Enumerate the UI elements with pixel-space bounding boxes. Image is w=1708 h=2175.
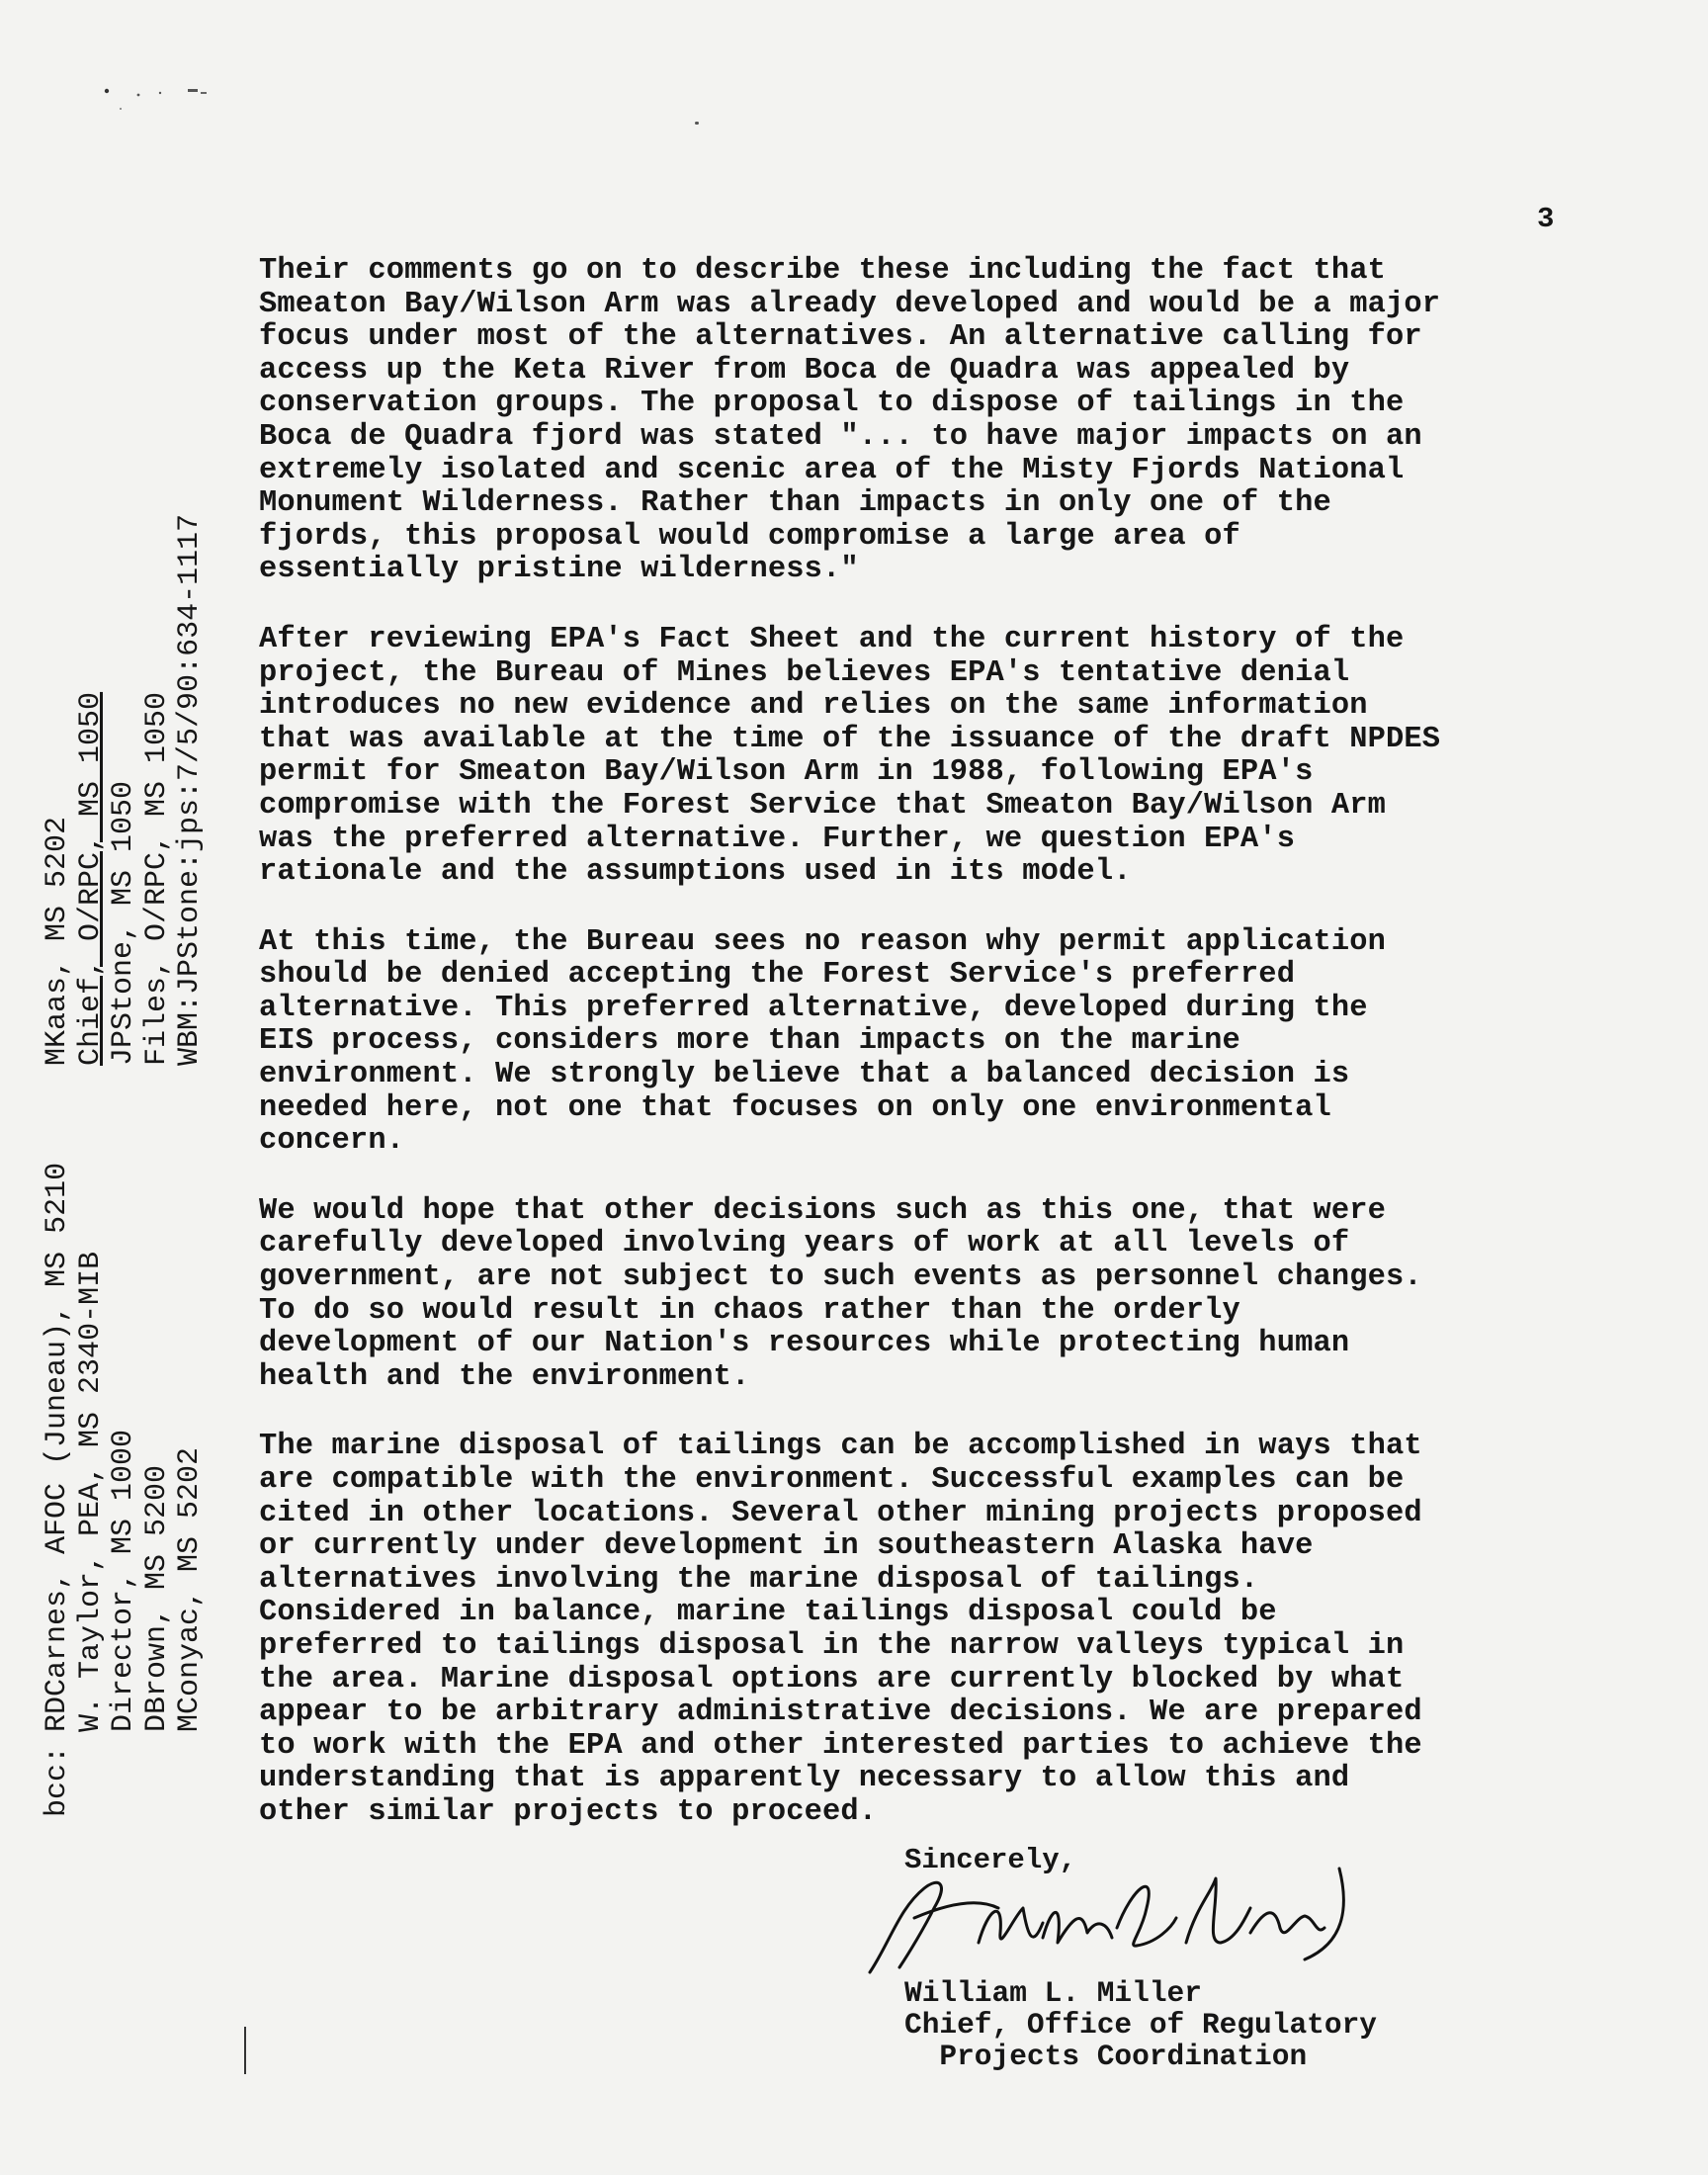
signer-name: William L. Miller <box>904 1976 1202 2010</box>
bcc-label-spacer <box>141 1732 175 1817</box>
bcc-label-spacer <box>108 1732 141 1817</box>
handwritten-signature <box>830 1849 1384 1987</box>
signature-block <box>904 1977 1377 2072</box>
bcc-recipient: MKaas, MS 5202 <box>41 816 74 1066</box>
closing-salutation: Sincerely, <box>904 1844 1077 1876</box>
bcc-recipient: Director, MS 1000 <box>107 1429 140 1732</box>
signer-title: Projects Coordination <box>904 2040 1308 2073</box>
letter-body <box>259 255 1583 1867</box>
signer-title: Chief, Office of Regulatory <box>904 2008 1377 2042</box>
bcc-recipient: Chief, O/RPC, MS 1050 <box>73 691 108 1066</box>
paragraph-5: The marine disposal of tailings can be accomplished in ways that are compatible with the environment. Successful examples can be cited in other locations. Several other mining projects proposed or currently under development in southeastern Alaska have alternatives involving the marine disposal of tailings. Considered in balance, marine tailings disposal could be preferred to tailings disposal in the narrow valleys typical in the area. Marine disposal options are currently blocked by what appear to be arbitrary administrative decisions. We are prepared to work with the EPA and other interested parties to achieve the understanding that is apparently necessary to allow this and other similar projects to proceed. <box>259 1430 1422 1829</box>
bcc-list <box>42 482 208 1817</box>
bcc-recipient: JPStone, MS 1050 <box>107 780 140 1066</box>
bcc-recipient: WBM:JPStone:jps:7/5/90:634-1117 <box>173 513 207 1066</box>
paragraph-1: Their comments go on to describe these including the fact that Smeaton Bay/Wilson Arm was already developed and would be a major focus under most of the alternatives. An alternative calling for access up the Keta River from Boca de Quadra was appealed by conservation groups. The proposal to dispose of tailings in the Boca de Quadra fjord was stated "... to have major impacts on an extremely isolated and scenic area of the Misty Fjords National Monument Wilderness. Rather than impacts in only one of the fjords, this proposal would compromise a large area of essentially pristine wilderness." <box>259 254 1441 587</box>
page-number: 3 <box>1537 203 1555 235</box>
bcc-recipient: MConyac, MS 5202 <box>173 1446 207 1732</box>
bcc-label-spacer <box>174 1732 208 1817</box>
bcc-recipient: Files, O/RPC, MS 1050 <box>139 691 174 1066</box>
margin-rule <box>244 2027 246 2074</box>
bcc-recipient: DBrown, MS 5200 <box>139 1464 174 1732</box>
paragraph-3: At this time, the Bureau sees no reason why permit application should be denied accepting the Forest Service's preferred alternative. This preferred alternative, developed during the EIS process, considers more than impacts on the marine environment. We strongly believe that a balanced decision is needed here, not one that focuses on only one environmental concern. <box>259 924 1387 1159</box>
scan-dot <box>695 122 699 125</box>
bcc-label: bcc: <box>41 1745 74 1817</box>
scan-speck-marks <box>99 83 247 123</box>
paragraph-2: After reviewing EPA's Fact Sheet and the current history of the project, the Bureau of Mines believes EPA's tentative denial introduces no new evidence and relies on the same information that was available at the time of the issuance of the draft NPDES permit for Smeaton Bay/Wilson Arm in 1988, following EPA's compromise with the Forest Service that Smeaton Bay/Wilson Arm was the preferred alternative. Further, we question EPA's rationale and the assumptions used in its model. <box>259 622 1441 890</box>
bcc-recipient: RDCarnes, AFOC (Juneau), MS 5210 <box>41 1162 74 1732</box>
bcc-right-column <box>42 514 208 1066</box>
bcc-recipient: W. Taylor, PEA, MS 2340-MIB <box>73 1251 108 1732</box>
paragraph-4: We would hope that other decisions such as this one, that were carefully developed involving years of work at all levels of government, are not subject to such events as personnel changes. To do so would result in chaos rather than the orderly development of our Nation's resources while protecting human health and the environment. <box>259 1193 1422 1394</box>
bcc-label-spacer <box>75 1732 109 1817</box>
